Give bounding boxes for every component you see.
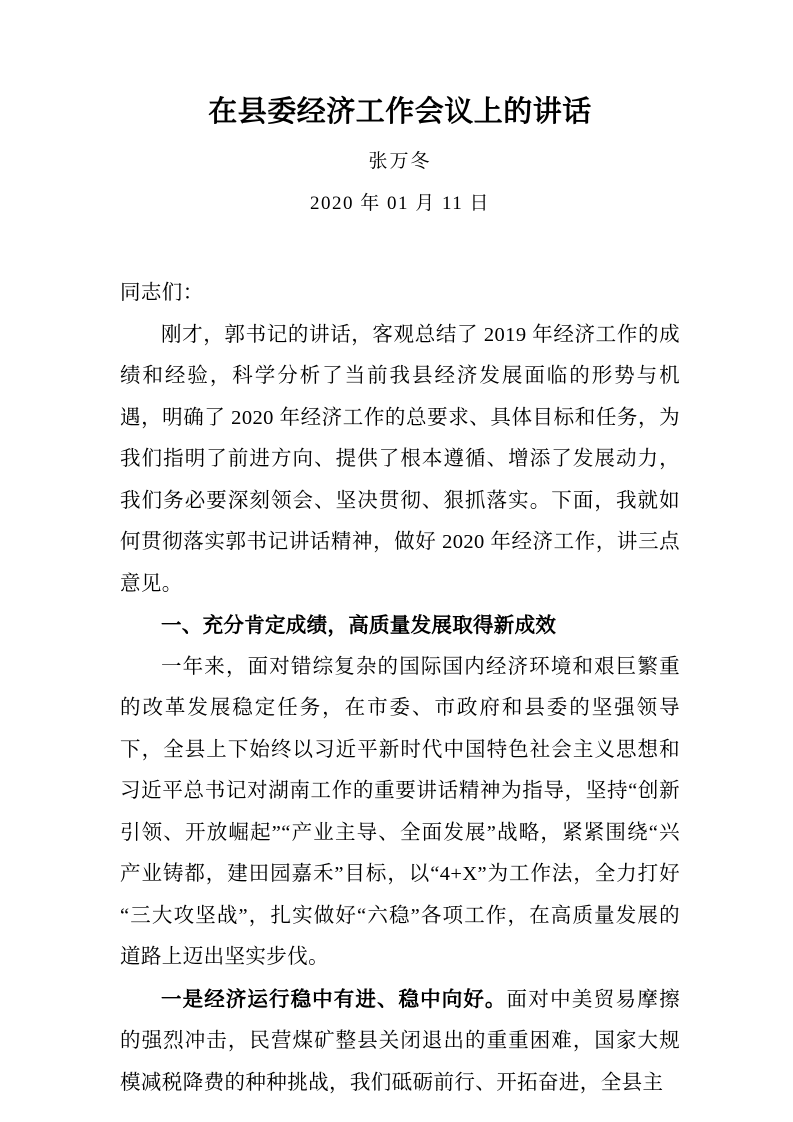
document-body <box>120 217 680 1104</box>
paragraph-subsection-one <box>120 979 680 1105</box>
paragraph-intro: 刚才，郭书记的讲话，客观总结了 2019 年经济工作的成绩和经验，科学分析了当前我县经济发展面临的形势与机遇，明确了 2020 年经济工作的总要求、具体目标和任务，为我们指明了前进方向、提供了根本遵循、增添了发展动力，我们务必要深刻领会、坚决贯彻、狠抓落实。下面，我就如何贯彻落实郭书记讲话精神，做好 2020 年经济工作，讲三点意见。 <box>120 323 680 595</box>
document-author: 张万冬 <box>368 151 432 172</box>
subsection-body-text: 面对中美贸易摩擦的强烈冲击，民营煤矿整县关闭退出的重重困难，国家大规模减税降费的种种挑战，我们砥砺前行、开拓奋进，全县主 <box>120 988 680 1094</box>
document-content-column <box>120 0 680 1104</box>
section-heading-one: 一、充分肯定成绩，高质量发展取得新成效 <box>161 614 557 637</box>
page-title: 在县委经济工作会议上的讲话 <box>208 96 592 128</box>
subsection-lead-label: 一是经济运行稳中有进、稳中向好。 <box>161 987 507 1011</box>
paragraph-section-one-body: 一年来，面对错综复杂的国际国内经济环境和艰巨繁重的改革发展稳定任务，在市委、市政府和县委的坚强领导下，全县上下始终以习近平新时代中国特色社会主义思想和习近平总书记对湖南工作的重要讲话精神为指导，坚持“创新引领、开放崛起”“产业主导、全面发展”战略，紧紧围绕“兴产业铸都，建田园嘉禾”目标，以“4+X”为工作法，全力打好“三大攻坚战”，扎实做好“六稳”各项工作，在高质量发展的道路上迈出坚实步伐。 <box>120 655 680 968</box>
salutation-line: 同志们： <box>120 282 204 304</box>
document-date: 2020 年 01 月 11 日 <box>309 193 491 214</box>
